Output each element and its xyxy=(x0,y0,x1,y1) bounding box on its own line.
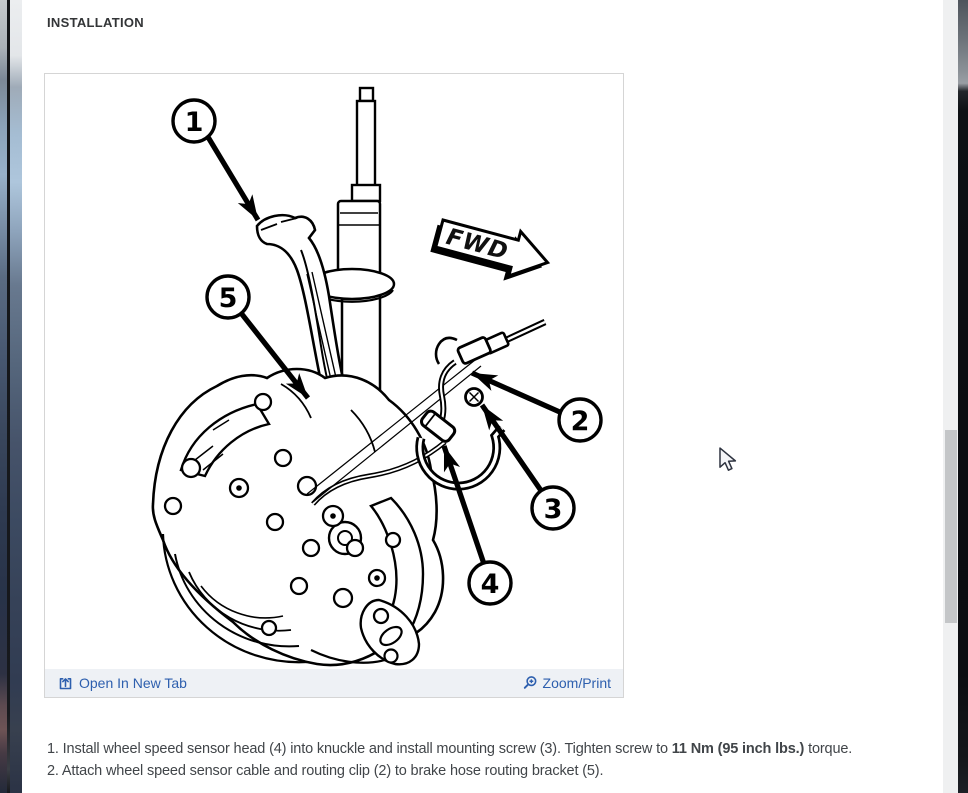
sensor-cable xyxy=(419,322,545,443)
svg-text:1: 1 xyxy=(184,107,204,138)
zoom-print-link[interactable] xyxy=(521,675,611,692)
left-window-edge-highlight xyxy=(10,0,22,793)
figure-footer-bar xyxy=(45,669,623,697)
svg-text:2: 2 xyxy=(570,406,590,437)
zoom-print-label: Zoom/Print xyxy=(542,675,611,691)
left-window-edge-background xyxy=(0,0,7,793)
mouse-cursor xyxy=(719,447,737,472)
callout-2 xyxy=(559,399,601,441)
open-in-new-tab-label: Open In New Tab xyxy=(79,675,187,691)
leader-arrow-3 xyxy=(482,405,542,492)
page-title: INSTALLATION xyxy=(47,15,144,30)
open-in-new-tab-link[interactable] xyxy=(57,675,187,692)
callout-5 xyxy=(207,276,249,318)
callout-1 xyxy=(173,100,215,142)
figure-panel xyxy=(44,73,624,698)
step-number: 1. xyxy=(47,741,59,757)
vertical-scrollbar-track[interactable] xyxy=(943,0,958,793)
torque-spec: 11 Nm (95 inch lbs.) xyxy=(671,741,805,757)
callout-3 xyxy=(532,487,574,529)
svg-text:5: 5 xyxy=(218,283,238,314)
instruction-step-1: 1. Install wheel speed sensor head (4) into knuckle and install mounting screw (3). Tighten screw to 11 Nm (95 inch lbs.) torque. xyxy=(47,741,853,757)
fwd-arrow xyxy=(428,210,554,290)
knuckle-rotor-assembly xyxy=(153,369,445,665)
zoom-in-icon xyxy=(521,675,538,692)
leader-arrow-1 xyxy=(208,137,258,220)
step-number: 2. xyxy=(47,762,59,779)
leader-arrow-4 xyxy=(444,446,484,564)
instruction-step-2: 2. Attach wheel speed sensor cable and routing clip (2) to brake hose routing bracket (5). xyxy=(47,762,604,779)
svg-text:3: 3 xyxy=(543,494,563,525)
brake-hose xyxy=(420,428,502,486)
svg-text:4: 4 xyxy=(480,569,500,600)
vertical-scrollbar-thumb[interactable] xyxy=(945,430,957,623)
fwd-label: FWD xyxy=(443,224,512,266)
wheel-speed-sensor-diagram xyxy=(45,74,623,669)
open-in-new-tab-icon xyxy=(57,675,74,692)
instruction-list xyxy=(47,739,917,782)
callout-4 xyxy=(469,562,511,604)
right-window-edge-background xyxy=(958,0,968,793)
